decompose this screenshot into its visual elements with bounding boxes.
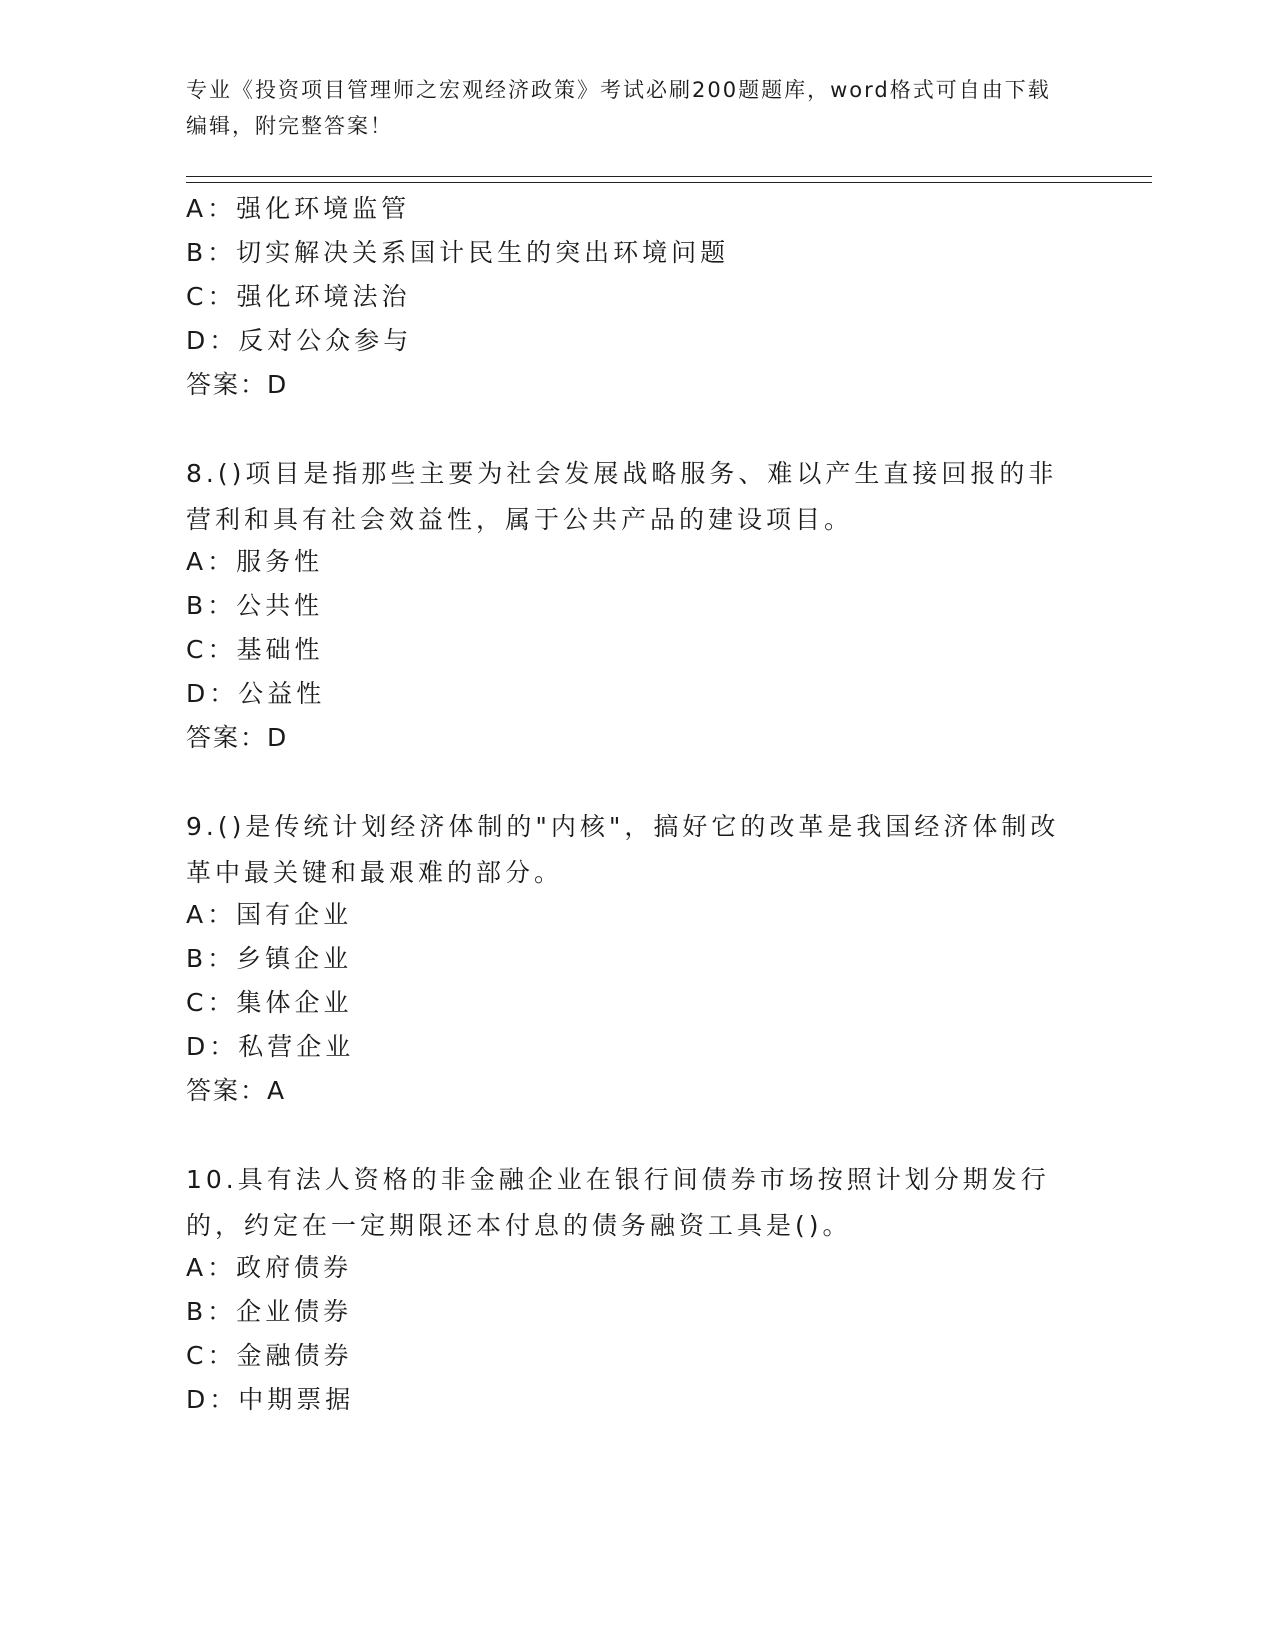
q8-option-a: A：服务性 bbox=[186, 547, 324, 576]
header-divider-top bbox=[186, 176, 1152, 177]
q8-question: 8.()项目是指那些主要为社会发展战略服务、难以产生直接回报的非营利和具有社会效益性，属于公共产品的建设项目。 bbox=[186, 459, 1058, 534]
q7-option-a: A：强化环境监管 bbox=[186, 194, 411, 223]
q9-option-b: B：乡镇企业 bbox=[186, 944, 353, 973]
q10-option-a: A：政府债券 bbox=[186, 1253, 353, 1282]
q9-option-a: A：国有企业 bbox=[186, 900, 353, 929]
q8-option-c: C：基础性 bbox=[186, 635, 324, 664]
q8-answer: 答案：D bbox=[186, 723, 289, 752]
header-divider-bottom bbox=[186, 182, 1152, 183]
q7-option-d: D：反对公众参与 bbox=[186, 326, 413, 355]
q8-option-d: D：公益性 bbox=[186, 679, 326, 708]
q9-option-c: C：集体企业 bbox=[186, 988, 353, 1017]
q10-option-c: C：金融债券 bbox=[186, 1341, 353, 1370]
q9-question: 9.()是传统计划经济体制的"内核"，搞好它的改革是我国经济体制改革中最关键和最艰难的部分。 bbox=[186, 812, 1060, 887]
q10-option-d: D：中期票据 bbox=[186, 1385, 355, 1414]
q10-option-b: B：企业债券 bbox=[186, 1297, 353, 1326]
document-header: 专业《投资项目管理师之宏观经济政策》考试必刷200题题库，word格式可自由下载编辑，附完整答案！ bbox=[186, 78, 1051, 138]
q7-option-c: C：强化环境法治 bbox=[186, 282, 411, 311]
q7-answer: 答案：D bbox=[186, 370, 289, 399]
q9-option-d: D：私营企业 bbox=[186, 1032, 355, 1061]
q7-option-b: B：切实解决关系国计民生的突出环境问题 bbox=[186, 238, 730, 267]
q10-question: 10.具有法人资格的非金融企业在银行间债券市场按照计划分期发行的，约定在一定期限还本付息的债务融资工具是()。 bbox=[186, 1165, 1050, 1240]
q9-answer: 答案：A bbox=[186, 1076, 287, 1105]
q8-option-b: B：公共性 bbox=[186, 591, 324, 620]
